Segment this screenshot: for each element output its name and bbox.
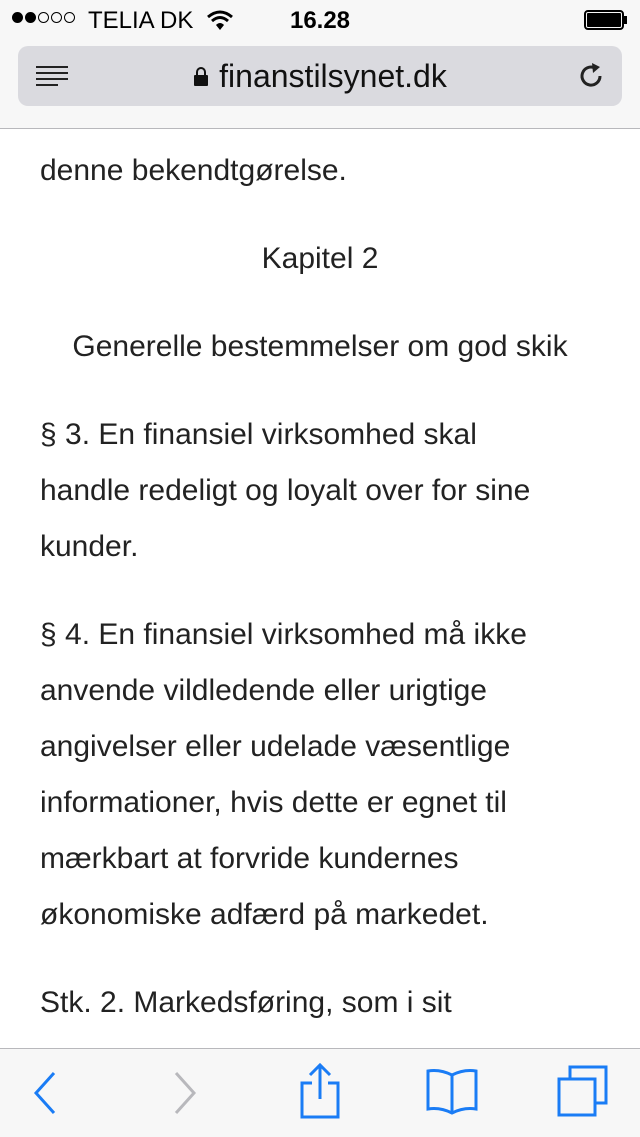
chapter-heading: Kapitel 2 xyxy=(261,242,379,275)
section-4 xyxy=(40,607,600,943)
section-3 xyxy=(40,407,600,575)
browser-top-bar xyxy=(0,0,640,129)
article-content xyxy=(40,128,600,1031)
url-display[interactable] xyxy=(18,58,622,95)
paragraph-line: handle redeligt og loyalt over for sine xyxy=(40,474,531,507)
back-button[interactable] xyxy=(30,1069,60,1117)
battery-icon xyxy=(584,10,628,30)
paragraph-line: informationer, hvis dette er egnet til xyxy=(40,786,507,819)
paragraph-line: anvende vildledende eller urigtige xyxy=(40,674,487,707)
url-domain: finanstilsynet.dk xyxy=(219,58,447,94)
paragraph-line: økonomiske adfærd på markedet. xyxy=(40,898,489,931)
stk-2-line: Stk. 2. Markedsføring, som i sit xyxy=(40,986,452,1019)
paragraph-line: angivelser eller udelade væsentlige xyxy=(40,730,511,763)
reload-icon[interactable] xyxy=(576,61,606,91)
status-bar xyxy=(0,0,640,40)
status-time: 16.28 xyxy=(289,7,351,34)
paragraph-line: mærkbart at forvride kundernes xyxy=(40,842,459,875)
address-bar[interactable] xyxy=(18,46,622,106)
article-partial-line: denne bekendtgørelse. xyxy=(40,154,347,187)
lock-icon xyxy=(193,66,209,86)
tabs-button[interactable] xyxy=(556,1065,610,1119)
paragraph-line: § 3. En finansiel virksomhed skal xyxy=(40,418,477,451)
share-button[interactable] xyxy=(298,1063,342,1119)
chapter-title: Generelle bestemmelser om god skik xyxy=(72,330,568,363)
carrier-name: TELIA DK xyxy=(88,7,194,34)
paragraph-line: § 4. En finansiel virksomhed må ikke xyxy=(40,618,527,651)
paragraph-line: kunder. xyxy=(40,530,139,563)
browser-bottom-toolbar xyxy=(0,1048,640,1137)
forward-button[interactable] xyxy=(170,1069,200,1117)
bookmarks-button[interactable] xyxy=(424,1067,480,1117)
